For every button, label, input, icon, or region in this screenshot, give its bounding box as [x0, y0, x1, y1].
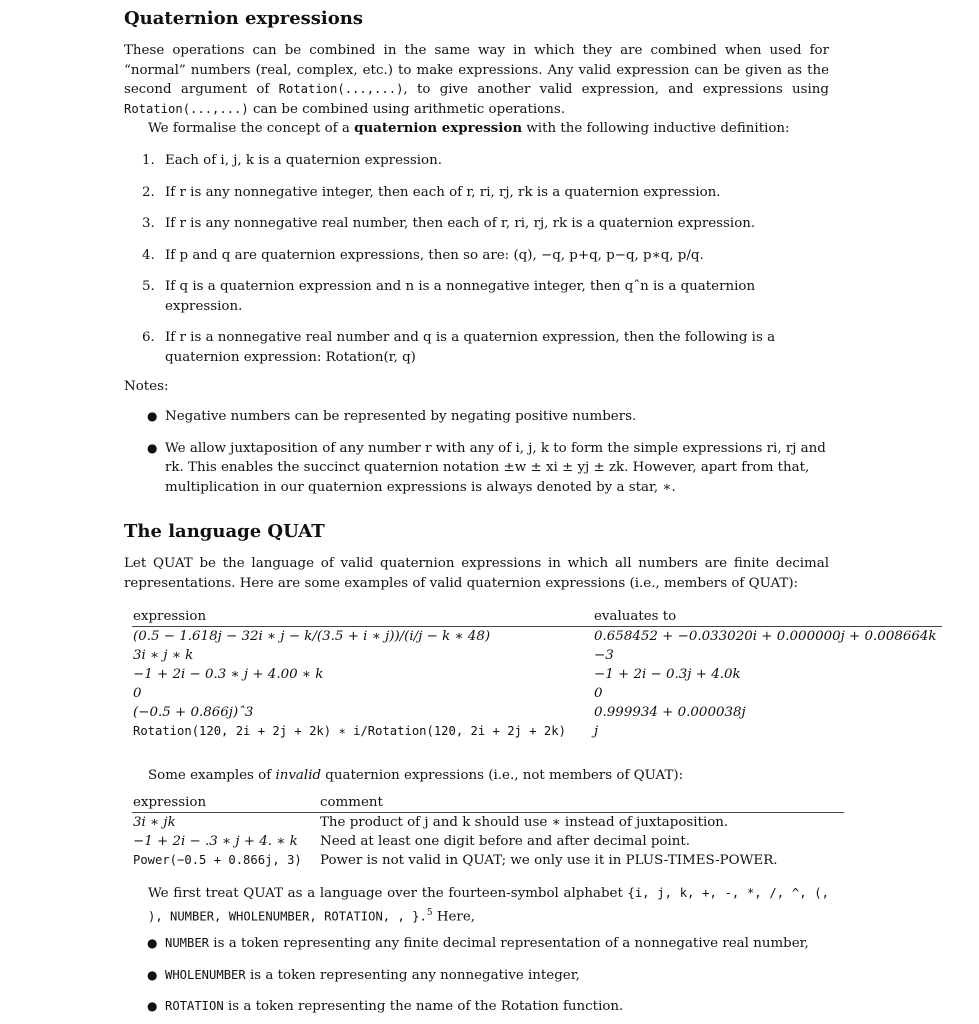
table-header-row — [132, 607, 942, 627]
intro-text-2: , to give another valid expression, and expressions using — [403, 82, 829, 97]
column-header-expression: expression — [133, 795, 207, 810]
table-row: (−0.5 + 0.866j)ˆ3 0.999934 + 0.000038j — [133, 705, 746, 720]
footnote-mark[interactable]: 5 — [426, 907, 433, 918]
alphabet-paragraph: We first treat QUAT as a language over the fourteen-symbol alphabet {i, j, k, +, -, *, /, ^, (, ), NUMBER, WHOLENUMBER, ROTATION, , }.$^5$ Here, — [148, 886, 829, 924]
definition-item: 5. If q is a quaternion expression and n is a nonnegative integer, then qˆn is a quaternion expression. — [142, 279, 756, 314]
bullet-icon: ● — [147, 409, 158, 423]
table-row: (0.5 − 1.618j − 32i ∗ j − k/(3.5 + i ∗ j))/(i/j − k ∗ 48) 0.658452 + −0.033020i + 0.000000j + 0.008664k — [133, 629, 937, 644]
invalid-examples-table — [132, 793, 844, 870]
definition-item: 4. If p and q are quaternion expressions, then so are: (q), −q, p+q, p−q, p∗q, p/q. — [142, 247, 704, 263]
bullet-icon: ● — [147, 967, 158, 982]
bullet-icon: ● — [147, 440, 158, 455]
note-item: ● We allow juxtaposition of any number r with any of i, j, k to form the simple expressions ri, rj and rk. This enables the succinct quaternion notation ±w ± xi ± yj ± zk. However, apart from that, multiplication in our quaternion expressions is always denoted by a star, ∗. — [147, 440, 826, 495]
column-header-expression: expression — [133, 609, 207, 624]
token-item: ● NUMBER is a token representing any finite decimal representation of a nonnegative real number, — [124, 934, 829, 954]
definition-item: 3. If r is any nonnegative real number, then each of r, ri, rj, rk is a quaternion expression. — [142, 216, 756, 231]
bullet-icon: ● — [147, 999, 158, 1013]
note-item: ● Negative numbers can be represented by negating positive numbers. — [124, 407, 829, 427]
notes-list — [124, 395, 829, 497]
table-row: Rotation(120, 2i + 2j + 2k) ∗ i/Rotation(120, 2i + 2j + 2k) j — [133, 724, 599, 739]
table-header-row — [132, 793, 844, 813]
definition-item: 1. Each of i, j, k is a quaternion expression. — [142, 153, 442, 168]
term-quaternion-expression: quaternion expression — [354, 120, 523, 136]
table-row: −1 + 2i − 0.3 ∗ j + 4.00 ∗ k −1 + 2i − 0.3j + 4.0k — [133, 667, 741, 682]
rotation-code-1: Rotation(...,...) — [278, 82, 404, 96]
table-row: Power(−0.5 + 0.866j, 3) Power is not valid in QUAT; we only use it in PLUS-TIMES-POWER. — [133, 853, 778, 868]
rotation-code-2: Rotation(...,...) — [124, 101, 249, 116]
table-row: 0 0 — [133, 686, 603, 701]
definition-item: 2. If r is any nonnegative integer, then each of r, ri, rj, rk is a quaternion expression. — [142, 184, 721, 200]
column-header-evaluates: evaluates to — [594, 609, 677, 624]
token-item: ● ROTATION is a token representing the name of the Rotation function. — [124, 997, 829, 1017]
intro-text-1: These operations can be combined in the same way in which they are combined when used for “normal” numbers (real, complex, etc.) to make expressions. Any valid expression can be given as the second argument of — [124, 43, 829, 97]
bullet-icon: ● — [147, 936, 158, 950]
intro-text-3: can be combined using arithmetic operations. — [248, 101, 565, 117]
definition-item: 6. If r is a nonnegative real number and q is a quaternion expression, then the following is a quaternion expression: Rotation(r, q) — [142, 330, 776, 365]
table-row: 3i ∗ j ∗ k −3 — [133, 648, 614, 663]
formalise-sentence: We formalise the concept of a quaternion expression with the following inductive definition: — [148, 120, 790, 136]
table-row: 3i ∗ jk The product of j and k should use ∗ instead of juxtaposition. — [133, 815, 729, 830]
invalid-intro: Some examples of invalid quaternion expressions (i.e., not members of QUAT): — [148, 768, 684, 783]
definition-list — [124, 139, 829, 367]
quat-intro-paragraph: Let QUAT be the language of valid quaternion expressions in which all numbers are finite decimal representations. Here are some examples of valid quaternion expressions (i.e., members of QUAT): — [124, 556, 829, 591]
table-row: −1 + 2i − .3 ∗ j + 4. ∗ k Need at least one digit before and after decimal point. — [133, 834, 691, 849]
section-title-language-quat: The language QUAT — [124, 521, 325, 542]
column-header-comment: comment — [320, 795, 383, 810]
notes-label: Notes: — [124, 379, 169, 394]
token-list — [124, 922, 829, 1017]
section-title-quaternion-expressions: Quaternion expressions — [124, 8, 364, 29]
alphabet-symbols: {i, j, k, +, -, *, /, ^, (, ), NUMBER, WHOLENUMBER, ROTATION, , }. — [148, 886, 829, 923]
valid-examples-table — [132, 607, 942, 741]
intro-paragraph — [124, 41, 829, 119]
token-item: ● WHOLENUMBER is a token representing any nonnegative integer, — [124, 966, 829, 986]
